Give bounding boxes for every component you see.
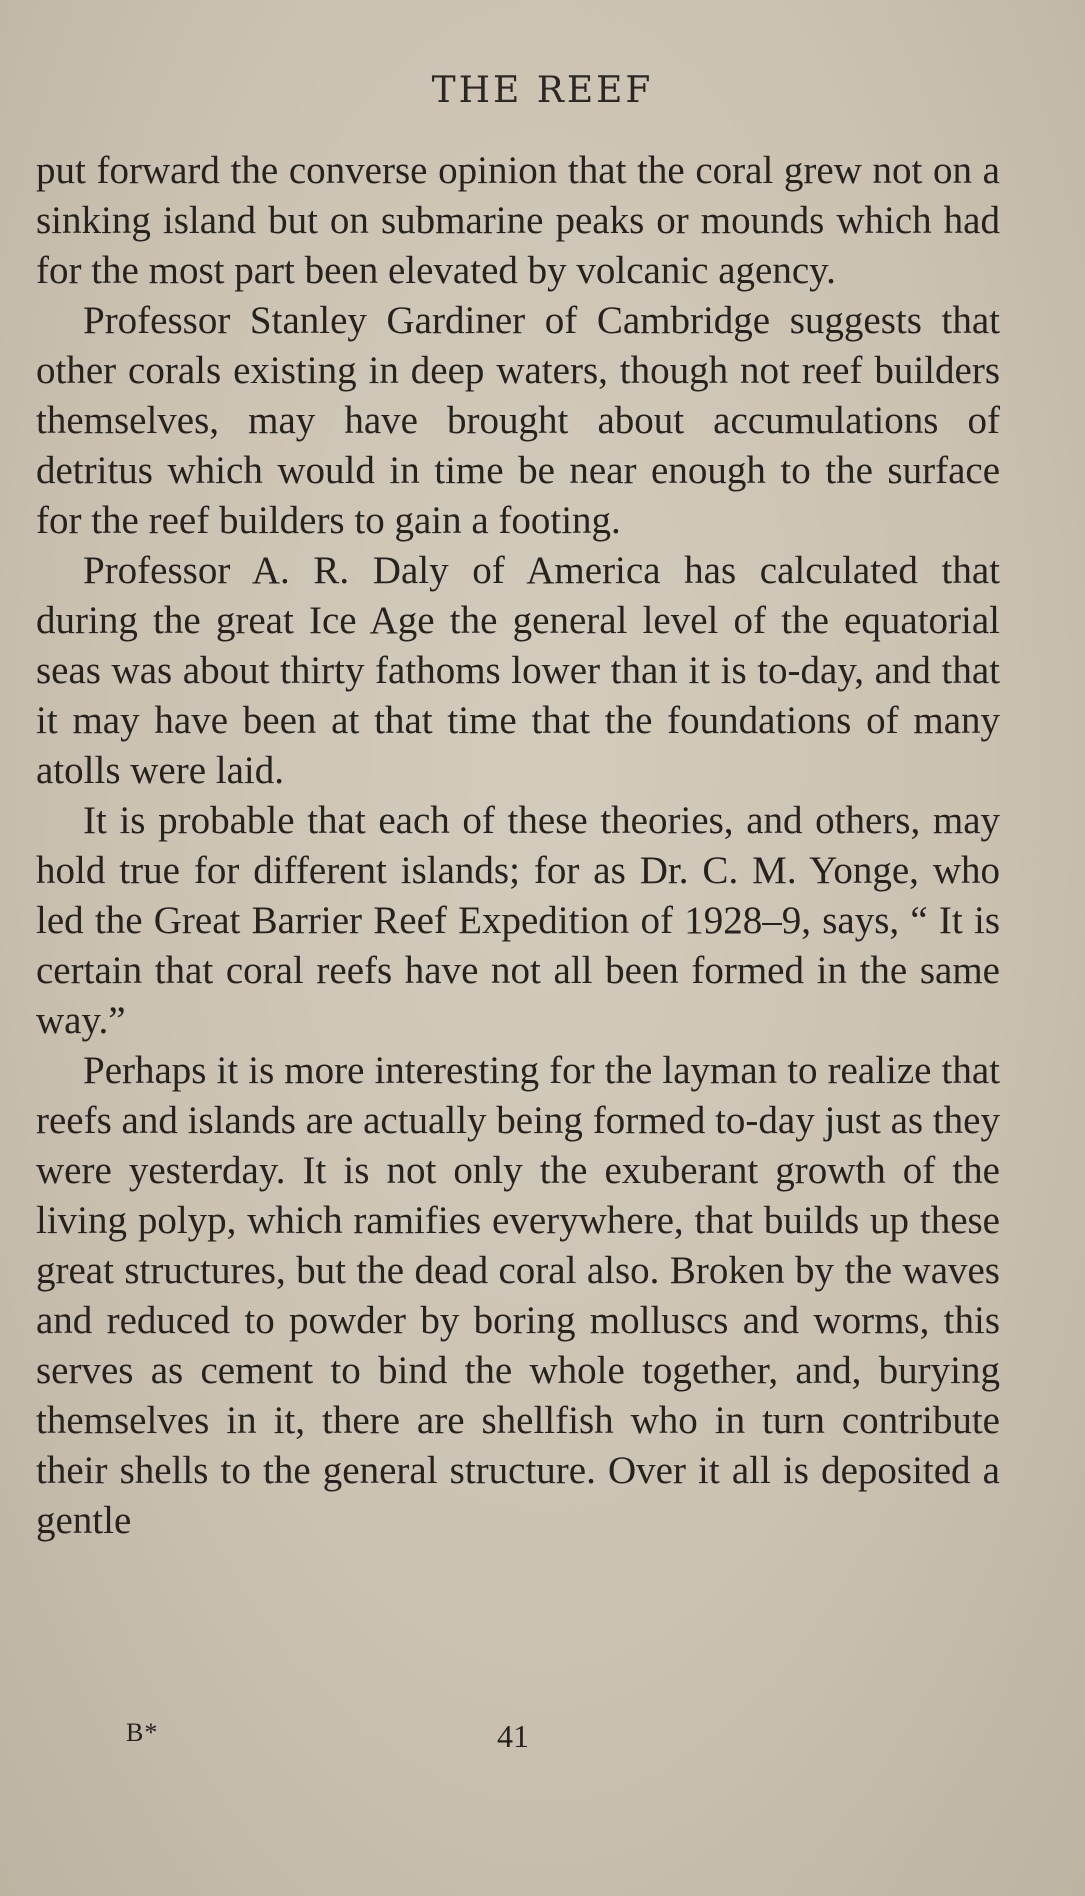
page-number: 41 (497, 1718, 529, 1754)
running-head: THE REEF (431, 70, 654, 111)
paragraph-daly: Professor A. R. Daly of America has calculated that during the great Ice Age the general level of the equatorial seas was about thirty fathoms lower than it is to-day, and that it may have been at that time that the foundations of many atolls were laid. (36, 549, 1000, 792)
body-text (36, 146, 1000, 1546)
signature-mark: B* (126, 1718, 159, 1747)
paragraph-reef-formation: Perhaps it is more interesting for the layman to realize that reefs and islands are actually being formed to-day just as they were yesterday. It is not only the exuberant growth of the living polyp, which ramifies everywhere, that builds up these great structures, but the dead coral also. Broken by the waves and reduced to powder by boring molluscs and worms, this serves as cement to bind the whole together, and, burying themselves in it, there are shellfish who in turn contribute their shells to the general structure. Over it all is deposited a gentle (36, 1049, 1000, 1542)
paragraph-continued: put forward the converse opinion that the coral grew not on a sinking island but on submarine peaks or mounds which had for the most part been elevated by volcanic agency. (36, 149, 1000, 292)
paragraph-gardiner: Professor Stanley Gardiner of Cambridge suggests that other corals existing in deep waters, though not reef builders themselves, may have brought about accumulations of detritus which would in time be near enough to the surface for the reef builders to gain a footing. (36, 299, 1000, 542)
page-footer (0, 1718, 1085, 1758)
paragraph-yonge: It is probable that each of these theories, and others, may hold true for different islands; for as Dr. C. M. Yonge, who led the Great Barrier Reef Expedition of 1928–9, says, “ It is certain that coral reefs have not all been formed in the same way.” (36, 799, 1000, 1042)
